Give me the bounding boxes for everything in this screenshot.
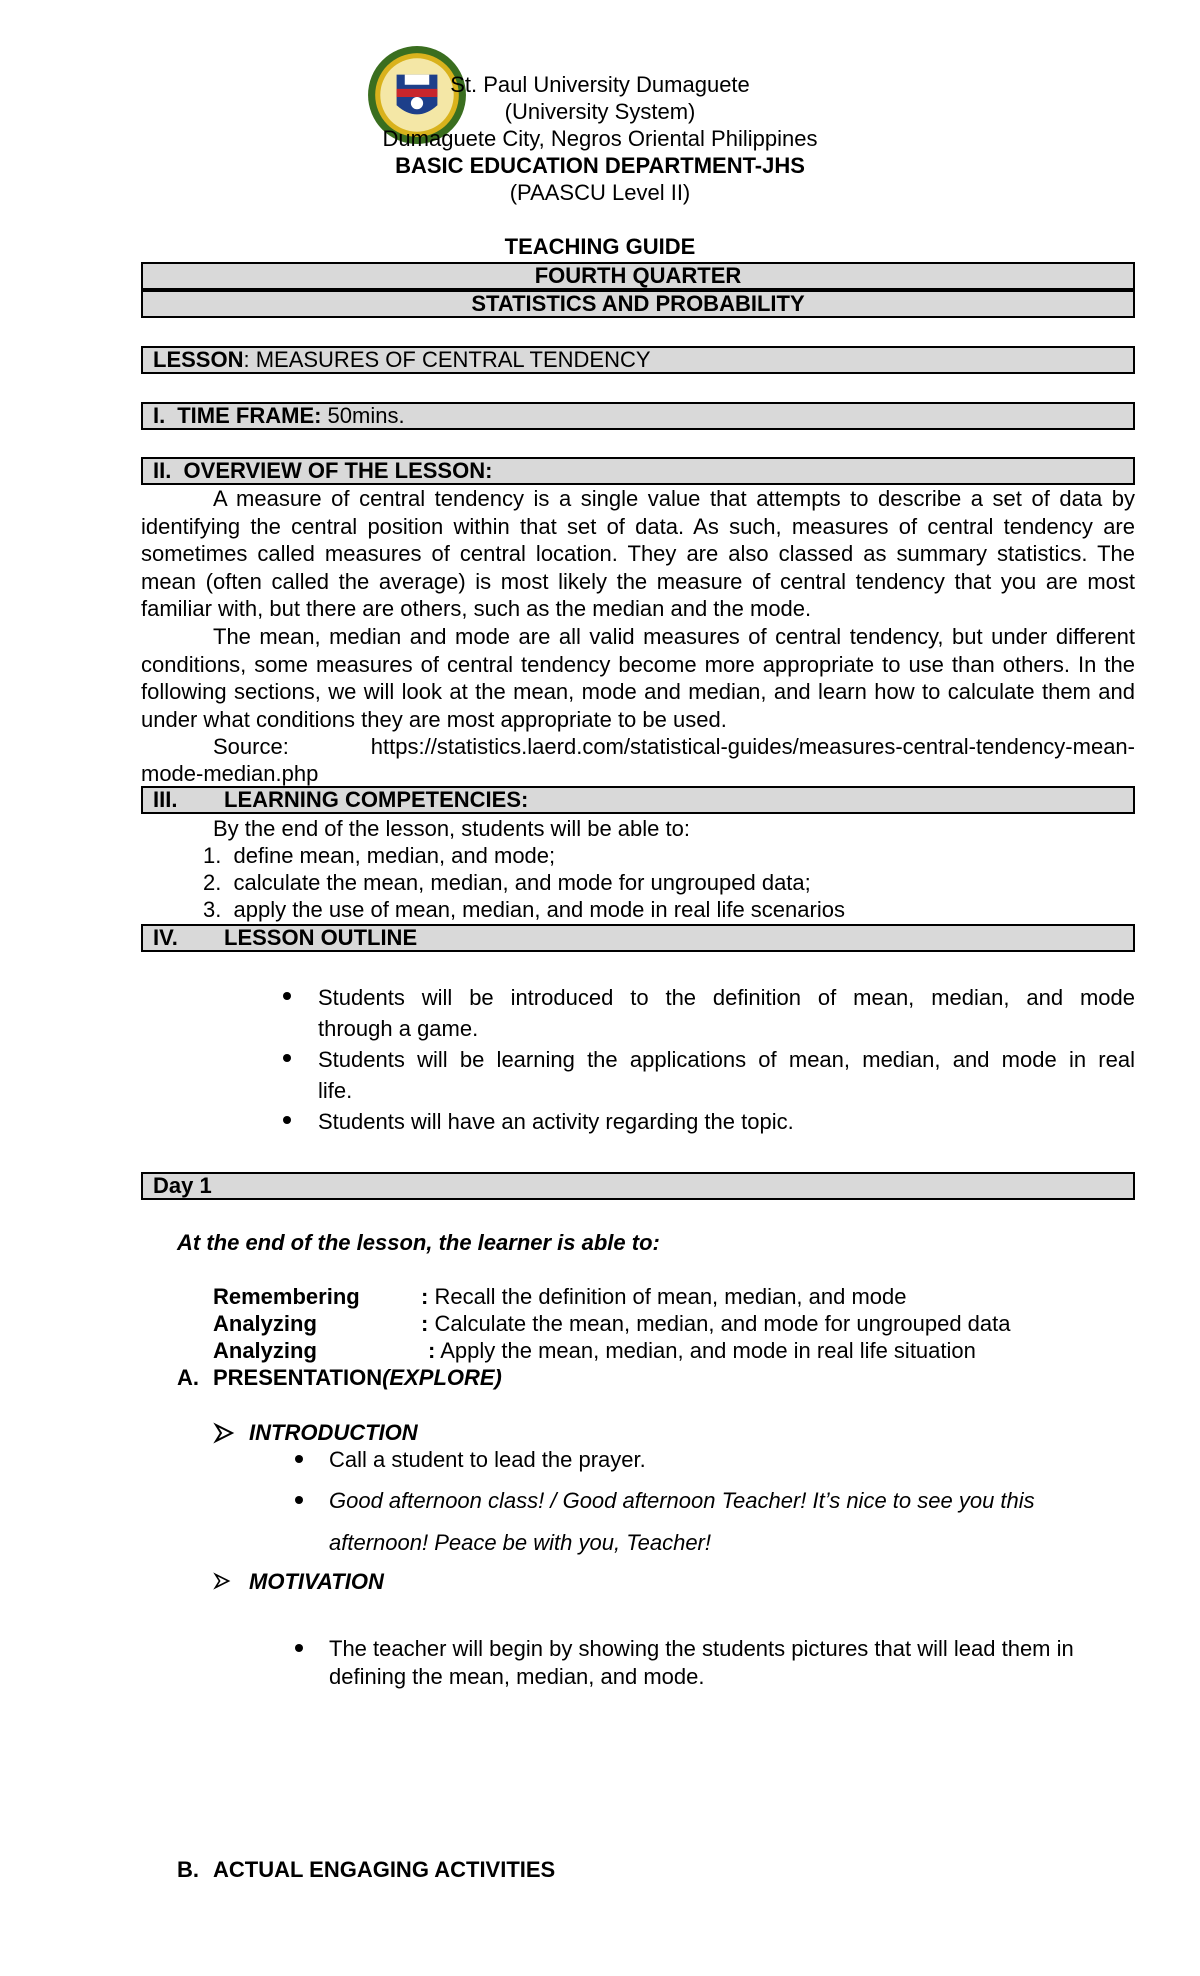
overview-heading: II. OVERVIEW OF THE LESSON: (153, 458, 493, 483)
objective-separator: : (428, 1338, 436, 1363)
source-url-part1: https://statistics.laerd.com/statistical-guides/measures-central-tendency-mean- (370, 734, 1135, 759)
objective-text: Apply the mean, median, and mode in real life situation (435, 1338, 976, 1363)
university-name: St. Paul University Dumaguete (450, 72, 750, 97)
time-frame-value: 50mins. (321, 403, 405, 428)
outline-bullet-3: Students will have an activity regarding the topic. (318, 1109, 794, 1134)
objective-row (213, 1337, 317, 1364)
introduction-item-2-line1: Good afternoon class! / Good afternoon Teacher! It’s nice to see you this (329, 1488, 1035, 1513)
engaging-letter: B. (177, 1857, 199, 1882)
bullet-icon (295, 1455, 303, 1463)
lesson-title: : MEASURES OF CENTRAL TENDENCY (243, 347, 651, 372)
day-1-bar (141, 1172, 1135, 1200)
objective-row (213, 1310, 317, 1337)
competency-text: calculate the mean, median, and mode for ungrouped data; (233, 870, 811, 895)
overview-paragraph-2: The mean, median and mode are all valid measures of central tendency, but under different conditions, some measures of central tendency become more appropriate to use than others. In the following sections, we will look at the mean, mode and median, and learn how to calculate them and under what conditions they are most appropriate to be used. (141, 624, 1135, 732)
outline-bullet-2-line1: Students will be learning the applications of mean, median, and mode in real (318, 1047, 1135, 1072)
overview-paragraph-1: A measure of central tendency is a single value that attempts to describe a set of data by identifying the central position within that set of data. As such, measures of central tendency are sometimes called measures of central location. They are also classed as summary statistics. The mean (often called the average) is most likely the measure of central tendency that you are most familiar with, but there are others, such as the median and the mode. (141, 486, 1135, 621)
bullet-icon (295, 1644, 303, 1652)
competency-item (203, 842, 555, 869)
time-frame-bar (141, 402, 1135, 430)
motivation-heading: MOTIVATION (249, 1569, 384, 1594)
competencies-heading: LEARNING COMPETENCIES: (224, 787, 529, 812)
objectives-intro: At the end of the lesson, the learner is able to: (177, 1230, 660, 1255)
competency-text: define mean, median, and mode; (233, 843, 556, 868)
subject-bar (141, 290, 1135, 318)
lesson-bar (141, 346, 1135, 374)
source-label: Source: (213, 734, 289, 759)
university-system: (University System) (504, 99, 696, 124)
document-title: TEACHING GUIDE (504, 234, 696, 259)
competency-number: 3. (203, 897, 222, 922)
competency-item (203, 896, 845, 923)
outline-bullet-1-line1: Students will be introduced to the definition of mean, median, and mode (318, 985, 1135, 1010)
objective-row (213, 1283, 360, 1310)
bullet-icon (283, 1054, 291, 1062)
competency-text: apply the use of mean, median, and mode in real life scenarios (233, 897, 845, 922)
presentation-title: PRESENTATION (213, 1365, 383, 1390)
objective-separator: : (421, 1311, 429, 1336)
overview-bar (141, 457, 1135, 485)
accreditation-level: (PAASCU Level II) (509, 180, 691, 205)
introduction-heading: INTRODUCTION (249, 1420, 418, 1445)
arrow-bullet-icon (213, 1422, 235, 1444)
university-location: Dumaguete City, Negros Oriental Philippines (382, 126, 818, 151)
quarter-bar (141, 262, 1135, 290)
objective-row-text (421, 1283, 907, 1310)
objective-level: Analyzing (213, 1338, 317, 1363)
objective-level: Remembering (213, 1284, 360, 1309)
competency-number: 2. (203, 870, 222, 895)
engaging-activities-heading: ACTUAL ENGAGING ACTIVITIES (213, 1857, 556, 1882)
motivation-item-line2: defining the mean, median, and mode. (329, 1664, 705, 1689)
objective-row-text (428, 1337, 976, 1364)
objective-level: Analyzing (213, 1311, 317, 1336)
outline-bullet-1-line2: through a game. (318, 1016, 479, 1041)
competency-number: 1. (203, 843, 222, 868)
presentation-title-explore: (EXPLORE) (382, 1365, 502, 1390)
subject-label: STATISTICS AND PROBABILITY (471, 291, 805, 316)
department-name: BASIC EDUCATION DEPARTMENT-JHS (395, 153, 805, 178)
competency-item (203, 869, 811, 896)
objective-row-text (421, 1310, 1011, 1337)
time-frame-label: TIME FRAME: (177, 403, 322, 428)
competencies-num: III. (153, 787, 178, 812)
bullet-icon (283, 1116, 291, 1124)
source-url-part2: mode-median.php (141, 761, 319, 786)
introduction-item-2-line2: afternoon! Peace be with you, Teacher! (329, 1530, 711, 1555)
source-line-1 (213, 733, 1135, 760)
competencies-intro: By the end of the lesson, students will be able to: (213, 816, 690, 841)
lesson-outline-num: IV. (153, 925, 178, 950)
lesson-label: LESSON (153, 347, 244, 372)
presentation-heading (213, 1364, 502, 1391)
presentation-letter: A. (177, 1365, 199, 1390)
day-1-label: Day 1 (153, 1173, 212, 1198)
bullet-icon (295, 1496, 303, 1504)
lesson-outline-heading: LESSON OUTLINE (224, 925, 418, 950)
competencies-bar (141, 786, 1135, 814)
objective-separator: : (421, 1284, 429, 1309)
quarter-label: FOURTH QUARTER (534, 263, 742, 288)
objective-text: Calculate the mean, median, and mode for ungrouped data (428, 1311, 1011, 1336)
lesson-outline-bar (141, 924, 1135, 952)
motivation-item-line1: The teacher will begin by showing the students pictures that will lead them in (329, 1636, 1074, 1661)
outline-bullet-2-line2: life. (318, 1078, 353, 1103)
introduction-item-1: Call a student to lead the prayer. (329, 1447, 646, 1472)
time-frame-num: I. (153, 403, 166, 428)
arrow-bullet-icon (213, 1572, 231, 1590)
bullet-icon (283, 992, 291, 1000)
objective-text: Recall the definition of mean, median, and mode (428, 1284, 907, 1309)
